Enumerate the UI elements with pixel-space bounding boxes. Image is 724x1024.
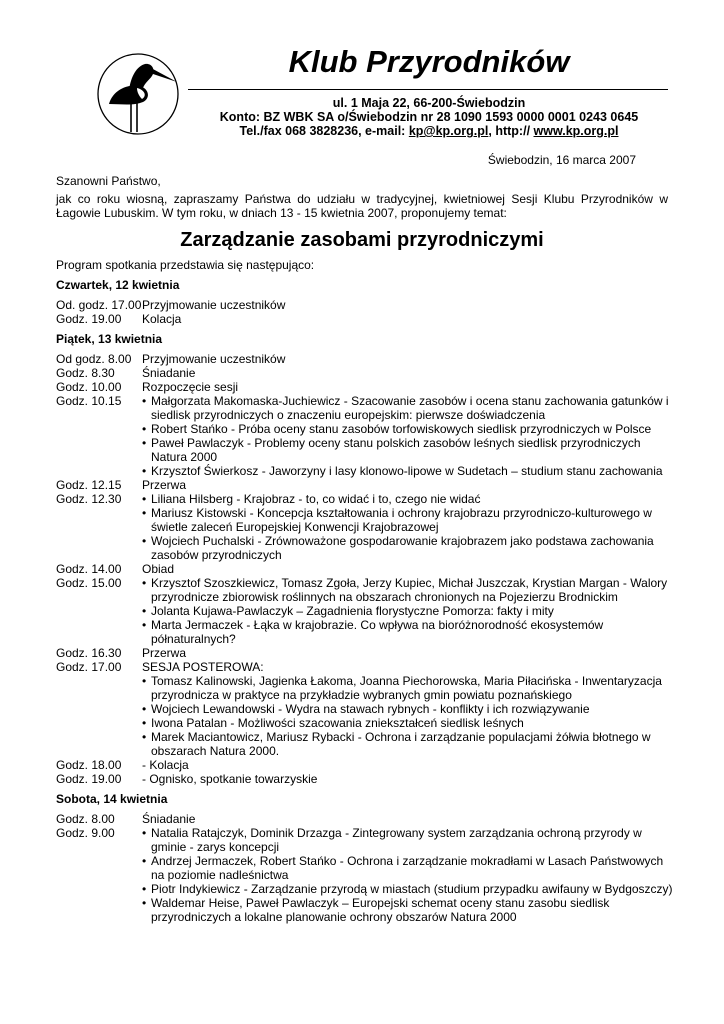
intro-paragraph: jak co roku wiosną, zapraszamy Państwa do udziału w tradycyjnej, kwietniowej Sesji Klubu Przyrodników w Łagowie Lubuskim. W tym roku, w dniach 13 - 15 kwietnia 2007, proponujemy temat: bbox=[56, 192, 668, 220]
talk-text: Waldemar Heise, Paweł Pawlaczyk – Europejski schemat oceny stanu zasobu siedlisk przyrodniczych a lokalne planowanie ochrony obszarów Natura 2000 bbox=[151, 896, 610, 924]
talk-item bbox=[142, 896, 676, 924]
schedule-text: Obiad bbox=[142, 562, 175, 576]
talk-item bbox=[142, 716, 676, 730]
bullet-icon: • bbox=[142, 882, 147, 896]
schedule-row bbox=[56, 576, 676, 646]
schedule-time: Godz. 8.00 bbox=[56, 812, 115, 826]
talk-item bbox=[142, 702, 676, 716]
session-subject: Zarządzanie zasobami przyrodniczymi bbox=[180, 229, 544, 251]
bullet-icon: • bbox=[142, 492, 147, 506]
schedule-row bbox=[56, 812, 676, 826]
schedule-time: Godz. 9.00 bbox=[56, 826, 115, 840]
schedule-text: SESJA POSTEROWA: bbox=[142, 660, 264, 674]
talk-text: Paweł Pawlaczyk - Problemy oceny stanu polskich zasobów leśnych siedlisk przyrodniczych Natura 2000 bbox=[151, 436, 641, 464]
talk-text: Wojciech Puchalski - Zrównoważone gospodarowanie krajobrazem jako podstawa zachowania zasobów przyrodniczych bbox=[151, 534, 654, 562]
talk-text: Wojciech Lewandowski - Wydra na stawach rybnych - konflikty i ich rozwiązywanie bbox=[151, 702, 590, 716]
schedule-details bbox=[142, 758, 676, 772]
talk-text: Iwona Patalan - Możliwości szacowania zniekształceń siedlisk leśnych bbox=[151, 716, 524, 730]
schedule-time: Godz. 19.00 bbox=[56, 312, 122, 326]
bullet-icon: • bbox=[142, 854, 147, 868]
schedule-details bbox=[142, 366, 676, 380]
talk-text: Mariusz Kistowski - Koncepcja kształtowania i ochrony krajobrazu przyrodniczo-kulturowego w świetle zaleceń Europejskiej Konwencji Krajobrazowej bbox=[151, 506, 652, 534]
schedule-time: Godz. 19.00 bbox=[56, 772, 122, 786]
schedule-row bbox=[56, 826, 676, 924]
program-lead: Program spotkania przedstawia się następująco: bbox=[56, 258, 315, 272]
schedule-row bbox=[56, 646, 676, 660]
bullet-icon: • bbox=[142, 730, 147, 744]
schedule-time: Godz. 8.30 bbox=[56, 366, 115, 380]
tel-label: Tel./fax 068 3828236, e-mail: bbox=[239, 124, 409, 138]
schedule-row bbox=[56, 312, 676, 326]
bullet-icon: • bbox=[142, 422, 147, 436]
talk-item bbox=[142, 394, 676, 422]
bullet-icon: • bbox=[142, 674, 147, 688]
day-section bbox=[56, 278, 676, 326]
bullet-icon: • bbox=[142, 576, 147, 590]
bullet-icon: • bbox=[142, 896, 147, 910]
bullet-icon: • bbox=[142, 436, 147, 450]
talk-text: Andrzej Jermaczek, Robert Stańko - Ochrona i zarządzanie mokradłami w Lasach Państwowych na poziomie nadleśnictwa bbox=[151, 854, 664, 882]
talk-item bbox=[142, 730, 676, 758]
bullet-icon: • bbox=[142, 826, 147, 840]
schedule-text: Kolacja bbox=[142, 312, 182, 326]
talk-text: Robert Stańko - Próba oceny stanu zasobów torfowiskowych siedlisk przyrodniczych w Polsce bbox=[151, 422, 652, 436]
schedule-details bbox=[142, 576, 676, 646]
place-date: Świebodzin, 16 marca 2007 bbox=[487, 153, 636, 167]
schedule-row bbox=[56, 492, 676, 562]
talk-item bbox=[142, 576, 676, 604]
schedule-text: Śniadanie bbox=[142, 366, 196, 380]
schedule-details bbox=[142, 312, 676, 326]
talk-item bbox=[142, 826, 676, 854]
schedule-details bbox=[142, 380, 676, 394]
bank-account: Konto: BZ WBK SA o/Świebodzin nr 28 1090 1593 0000 0001 0243 0645 bbox=[219, 110, 639, 124]
schedule-time: Godz. 12.15 bbox=[56, 478, 122, 492]
talk-text: Tomasz Kalinowski, Jagienka Łakoma, Joanna Piechorowska, Maria Piłacińska - Inwentaryzacja przyrodnicza w praktyce na przykładzie wybranych gmin powiatu poznańskiego bbox=[151, 674, 662, 702]
day-heading: Czwartek, 12 kwietnia bbox=[56, 278, 180, 292]
schedule-time: Godz. 17.00 bbox=[56, 660, 122, 674]
schedule-text: Przyjmowanie uczestników bbox=[142, 352, 286, 366]
talk-item bbox=[142, 854, 676, 882]
schedule-time: Godz. 18.00 bbox=[56, 758, 122, 772]
talk-item bbox=[142, 422, 676, 436]
talk-text: Małgorzata Makomaska-Juchiewicz - Szacowanie zasobów i ocena stanu zachowania gatunków i siedlisk przyrodniczych o znaczeniu europejskim: pierwsze doświadczenia bbox=[151, 394, 669, 422]
schedule-text: Przerwa bbox=[142, 478, 187, 492]
talk-item bbox=[142, 618, 676, 646]
schedule-text: Śniadanie bbox=[142, 812, 196, 826]
schedule-time: Godz. 14.00 bbox=[56, 562, 122, 576]
club-address: ul. 1 Maja 22, 66-200-Świebodzin bbox=[332, 96, 526, 110]
talk-text: Natalia Ratajczyk, Dominik Drzazga - Zintegrowany system zarządzania ochroną przyrody w gminie - zarys koncepcji bbox=[151, 826, 642, 854]
talk-item bbox=[142, 436, 676, 464]
bullet-icon: • bbox=[142, 464, 147, 478]
schedule-details bbox=[142, 562, 676, 576]
schedule-time: Godz. 15.00 bbox=[56, 576, 122, 590]
email-link[interactable]: kp@kp.org.pl bbox=[408, 124, 489, 138]
http-label: , http:// bbox=[488, 124, 534, 138]
talk-text: Krzysztof Szoszkiewicz, Tomasz Zgoła, Jerzy Kupiec, Michał Juszczak, Krystian Margan - Walory przyrodnicze zbiorowisk roślinnych na obszarach chronionych na Pojezierzu Brodnickim bbox=[151, 576, 668, 604]
schedule-time: Od godz. 8.00 bbox=[56, 352, 132, 366]
schedule-row bbox=[56, 380, 676, 394]
schedule-text: Rozpoczęcie sesji bbox=[142, 380, 239, 394]
talk-item bbox=[142, 534, 676, 562]
talk-text: Liliana Hilsberg - Krajobraz - to, co widać i to, czego nie widać bbox=[151, 492, 481, 506]
bullet-icon: • bbox=[142, 702, 147, 716]
day-heading: Sobota, 14 kwietnia bbox=[56, 792, 168, 806]
bullet-icon: • bbox=[142, 506, 147, 520]
day-section bbox=[56, 792, 676, 924]
schedule-row bbox=[56, 660, 676, 758]
bullet-icon: • bbox=[142, 394, 147, 408]
schedule-text: - Kolacja bbox=[142, 758, 189, 772]
schedule-details bbox=[142, 492, 676, 562]
schedule-time: Godz. 10.00 bbox=[56, 380, 122, 394]
schedule-text: Przerwa bbox=[142, 646, 187, 660]
talk-item bbox=[142, 882, 676, 896]
schedule-row bbox=[56, 298, 676, 312]
program-schedule bbox=[56, 278, 676, 924]
schedule-time: Godz. 10.15 bbox=[56, 394, 122, 408]
schedule-row bbox=[56, 478, 676, 492]
schedule-text: Przyjmowanie uczestników bbox=[142, 298, 286, 312]
talk-item bbox=[142, 506, 676, 534]
stork-logo-icon bbox=[93, 46, 179, 138]
schedule-details bbox=[142, 352, 676, 366]
schedule-details bbox=[142, 478, 676, 492]
talk-item bbox=[142, 674, 676, 702]
bullet-icon: • bbox=[142, 534, 147, 548]
schedule-details bbox=[142, 660, 676, 758]
schedule-row bbox=[56, 772, 676, 786]
schedule-details bbox=[142, 646, 676, 660]
schedule-time: Godz. 12.30 bbox=[56, 492, 122, 506]
talk-text: Piotr Indykiewicz - Zarządzanie przyrodą w miastach (studium przypadku awifauny w Bydgoszczy) bbox=[151, 882, 673, 896]
greeting: Szanowni Państwo, bbox=[56, 174, 161, 188]
talk-text: Marta Jermaczek - Łąka w krajobrazie. Co wpływa na bioróżnorodność ekosystemów półnaturalnych? bbox=[151, 618, 604, 646]
schedule-details bbox=[142, 812, 676, 826]
schedule-row bbox=[56, 562, 676, 576]
schedule-details bbox=[142, 394, 676, 478]
bullet-icon: • bbox=[142, 604, 147, 618]
title-divider bbox=[188, 89, 668, 90]
schedule-text: - Ognisko, spotkanie towarzyskie bbox=[142, 772, 318, 786]
talk-text: Krzysztof Świerkosz - Jaworzyny i lasy klonowo-lipowe w Sudetach – studium stanu zachowania bbox=[151, 464, 663, 478]
talk-text: Marek Maciantowicz, Mariusz Rybacki - Ochrona i zarządzanie populacjami żółwia błotnego w obszarach Natura 2000. bbox=[151, 730, 651, 758]
schedule-time: Od. godz. 17.00 bbox=[56, 298, 142, 312]
club-title: Klub Przyrodników bbox=[288, 44, 570, 79]
schedule-row bbox=[56, 394, 676, 478]
schedule-details bbox=[142, 772, 676, 786]
talk-item bbox=[142, 604, 676, 618]
schedule-details bbox=[142, 826, 676, 924]
schedule-details bbox=[142, 298, 676, 312]
day-section bbox=[56, 332, 676, 786]
schedule-time: Godz. 16.30 bbox=[56, 646, 122, 660]
contact-line bbox=[190, 124, 668, 138]
talk-text: Jolanta Kujawa-Pawlaczyk – Zagadnienia florystyczne Pomorza: fakty i mity bbox=[151, 604, 554, 618]
website-link[interactable]: www.kp.org.pl bbox=[533, 124, 619, 138]
schedule-row bbox=[56, 352, 676, 366]
schedule-row bbox=[56, 758, 676, 772]
day-heading: Piątek, 13 kwietnia bbox=[56, 332, 163, 346]
bullet-icon: • bbox=[142, 716, 147, 730]
schedule-row bbox=[56, 366, 676, 380]
talk-item bbox=[142, 464, 676, 478]
bullet-icon: • bbox=[142, 618, 147, 632]
talk-item bbox=[142, 492, 676, 506]
